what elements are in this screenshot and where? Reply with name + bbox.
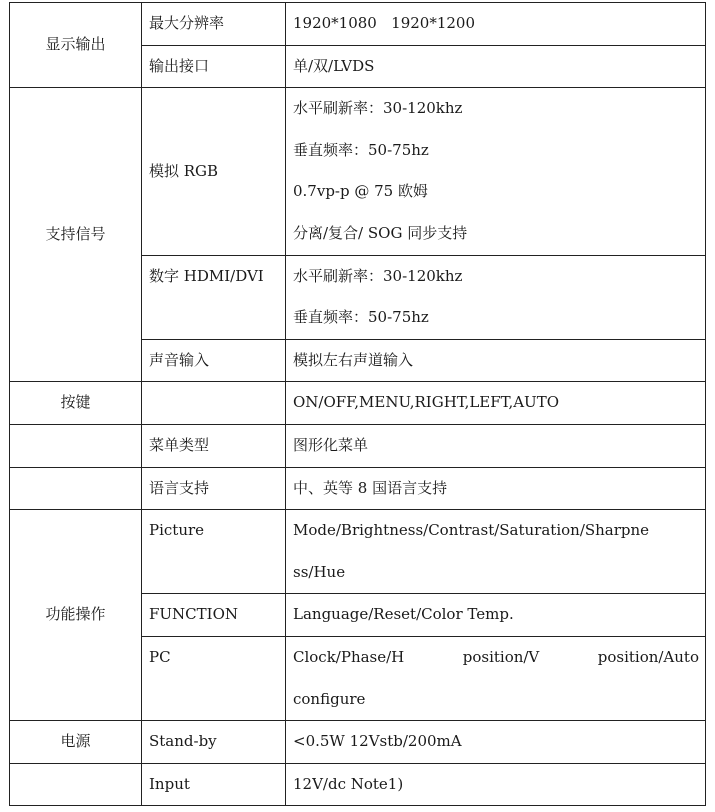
- row-picture: [10, 510, 706, 594]
- picture-line-1: Mode/Brightness/Contrast/Saturation/Sharpne: [293, 521, 650, 540]
- value-pc: [286, 636, 706, 720]
- pc-part-3: position/Auto: [597, 647, 699, 666]
- category-menu-type: [10, 424, 142, 467]
- label-digital: 数字 HDMI/DVI: [142, 255, 286, 339]
- analog-hsync: 水平刷新率：30-120khz: [293, 99, 463, 118]
- row-analog-rgb: [10, 88, 706, 255]
- digital-hsync: 水平刷新率：30-120khz: [293, 266, 463, 285]
- value-analog-rgb: [286, 88, 706, 255]
- category-supported-signals: 支持信号: [10, 88, 142, 382]
- value-picture: [286, 510, 706, 594]
- category-language: [10, 467, 142, 510]
- category-power: 电源: [10, 721, 142, 764]
- pc-part-1: Clock/Phase/H: [293, 647, 405, 666]
- value-function: Language/Reset/Color Temp.: [286, 594, 706, 637]
- label-output-interface: 输出接口: [142, 45, 286, 88]
- value-digital: [286, 255, 706, 339]
- category-functions: 功能操作: [10, 510, 142, 721]
- value-keys: ON/OFF,MENU,RIGHT,LEFT,AUTO: [286, 382, 706, 425]
- digital-vsync: 垂直频率：50-75hz: [293, 308, 429, 327]
- label-standby: Stand-by: [142, 721, 286, 764]
- row-standby: [10, 721, 706, 764]
- value-language: 中、英等 8 国语言支持: [286, 467, 706, 510]
- row-menu-type: [10, 424, 706, 467]
- label-keys: [142, 382, 286, 425]
- picture-line-2: ss/Hue: [293, 562, 346, 581]
- analog-sync-support: 分离/复合/ SOG 同步支持: [293, 223, 468, 242]
- value-max-resolution: 1920*1080 1920*1200: [286, 3, 706, 46]
- label-language: 语言支持: [142, 467, 286, 510]
- pc-line-2: configure: [293, 689, 366, 708]
- row-keys: [10, 382, 706, 425]
- label-input: Input: [142, 763, 286, 806]
- label-menu-type: 菜单类型: [142, 424, 286, 467]
- row-max-resolution: [10, 3, 706, 46]
- value-input: 12V/dc Note1): [286, 763, 706, 806]
- label-picture: Picture: [142, 510, 286, 594]
- category-display-output: 显示输出: [10, 3, 142, 88]
- pc-part-2: position/V: [462, 647, 540, 666]
- label-analog-rgb: 模拟 RGB: [142, 88, 286, 255]
- label-pc: PC: [142, 636, 286, 720]
- label-max-resolution: 最大分辨率: [142, 3, 286, 46]
- value-menu-type: 图形化菜单: [286, 424, 706, 467]
- value-standby: <0.5W 12Vstb/200mA: [286, 721, 706, 764]
- analog-vsync: 垂直频率：50-75hz: [293, 140, 429, 159]
- label-audio-input: 声音输入: [142, 339, 286, 382]
- label-function: FUNCTION: [142, 594, 286, 637]
- value-output-interface: 单/双/LVDS: [286, 45, 706, 88]
- analog-level: 0.7vp-p @ 75 欧姆: [293, 182, 428, 201]
- row-language: [10, 467, 706, 510]
- spec-table: [9, 2, 706, 806]
- row-input: [10, 763, 706, 806]
- category-keys: 按键: [10, 382, 142, 425]
- pc-line-1: [293, 637, 699, 679]
- category-input: [10, 763, 142, 806]
- value-audio-input: 模拟左右声道输入: [286, 339, 706, 382]
